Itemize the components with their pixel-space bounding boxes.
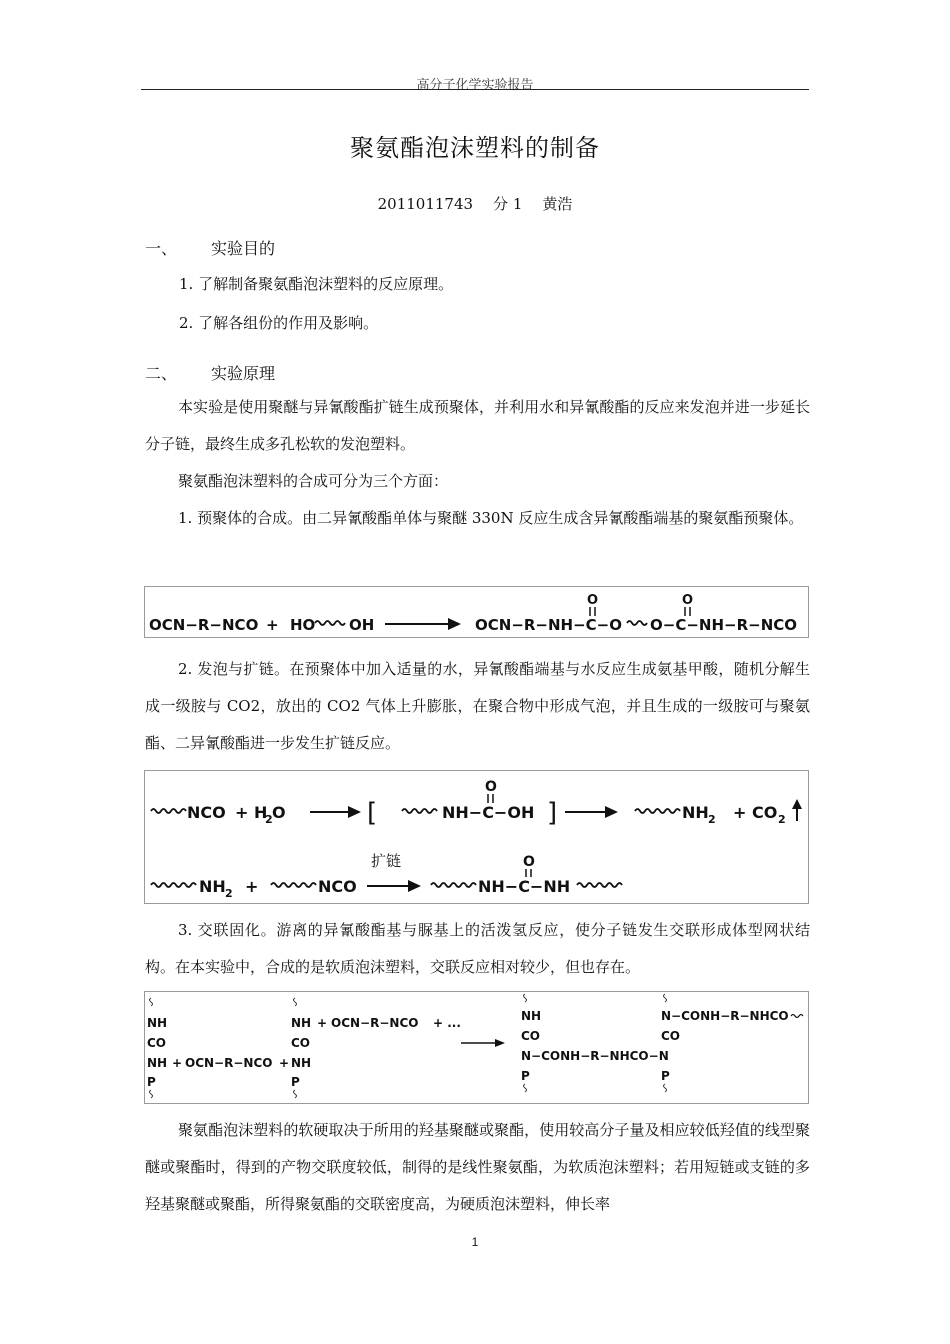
header-rule bbox=[141, 89, 809, 90]
polyol-left: HO bbox=[290, 616, 316, 634]
polymer-chain-wavy bbox=[402, 809, 437, 813]
polymer-chain-wavy bbox=[627, 621, 647, 625]
crosslinking-scheme-drawing bbox=[145, 992, 808, 1103]
amine-group: NH bbox=[682, 803, 709, 822]
nh-group: NH bbox=[291, 1056, 312, 1070]
student-id: 2011011743 bbox=[377, 195, 474, 213]
document-title: 聚氨酯泡沫塑料的制备 bbox=[350, 134, 600, 162]
chain-break bbox=[150, 1090, 153, 1098]
co-group: CO bbox=[661, 1029, 681, 1043]
principle-text-block-3 bbox=[145, 912, 810, 986]
amine-group: NH bbox=[199, 877, 226, 896]
plus-sign: + bbox=[266, 616, 279, 634]
plus-sign: + bbox=[279, 1056, 290, 1070]
arrow-head bbox=[495, 1039, 505, 1047]
prepolymer-right: O−C−NH−R−NCO bbox=[650, 616, 798, 634]
objective-item-1: 1. 了解制备聚氨酯泡沫塑料的反应原理。 bbox=[179, 275, 454, 293]
polymer-chain-wavy bbox=[635, 809, 680, 813]
subscript: 2 bbox=[778, 813, 786, 826]
isocyanate-group: NCO bbox=[318, 877, 357, 896]
p-group: P bbox=[291, 1075, 300, 1089]
subscript: 2 bbox=[708, 813, 716, 826]
section-heading-principle bbox=[145, 361, 275, 384]
arrow-head bbox=[792, 799, 802, 809]
diisocyanate: OCN−R−NCO bbox=[331, 1016, 419, 1030]
co-group: CO bbox=[291, 1036, 311, 1050]
prepolymer-scheme-drawing bbox=[145, 587, 808, 637]
carbonyl-oxygen: O bbox=[523, 854, 535, 870]
reaction-scheme-foaming bbox=[144, 770, 809, 904]
reaction-scheme-prepolymer bbox=[144, 586, 809, 638]
polymer-chain-wavy bbox=[431, 883, 476, 887]
crosslink-bridge: N−CONH−R−NHCO−N bbox=[521, 1049, 669, 1063]
paragraph: 1. 预聚体的合成。由二异氰酸酯单体与聚醚 330N 反应生成含异氰酸酯端基的聚氨酯预聚体。 bbox=[178, 509, 804, 527]
p-group: P bbox=[521, 1069, 530, 1083]
section-heading-objectives bbox=[145, 236, 275, 259]
water-plus: + H bbox=[235, 803, 268, 822]
polymer-chain-wavy bbox=[271, 883, 316, 887]
arrow-head bbox=[408, 880, 421, 892]
principle-text-block-4 bbox=[145, 1112, 810, 1223]
nh-group: NH bbox=[291, 1016, 312, 1030]
subscript: 2 bbox=[225, 887, 233, 900]
chain-break bbox=[664, 1084, 667, 1092]
polymer-chain-wavy bbox=[151, 809, 186, 813]
polymer-chain-wavy bbox=[577, 883, 622, 887]
class-label: 分 1 bbox=[493, 195, 523, 213]
chain-break bbox=[294, 998, 297, 1006]
p-group: P bbox=[661, 1069, 670, 1083]
section-title: 实验原理 bbox=[211, 364, 276, 383]
nh-group: NH bbox=[521, 1009, 542, 1023]
subscript: 2 bbox=[265, 813, 273, 826]
chain-break bbox=[524, 994, 527, 1002]
chain-break bbox=[150, 998, 153, 1006]
paragraph: 聚氨酯泡沫塑料的合成可分为三个方面： bbox=[178, 472, 449, 490]
foaming-scheme-drawing bbox=[145, 771, 808, 903]
polymer-chain-wavy bbox=[315, 621, 345, 625]
paragraph: 3. 交联固化。游离的异氰酸酯基与脲基上的活泼氢反应，使分子链发生交联形成体型网状结构。在本实验中，合成的是软质泡沫塑料，交联反应相对较少，但也存在。 bbox=[145, 921, 810, 976]
running-header: 高分子化学实验报告 bbox=[416, 78, 534, 93]
principle-text-block-2 bbox=[145, 651, 810, 762]
p-group: P bbox=[147, 1075, 156, 1089]
chain-break bbox=[294, 1090, 297, 1098]
diisocyanate: OCN−R−NCO bbox=[185, 1056, 273, 1070]
polyol-right: OH bbox=[349, 616, 375, 634]
carbonyl-oxygen: O bbox=[485, 779, 497, 795]
carbamic-acid: NH−C−OH bbox=[442, 803, 535, 822]
page-number: 1 bbox=[471, 1235, 479, 1249]
carbonyl-oxygen: O bbox=[682, 593, 694, 608]
left-bracket: [ bbox=[367, 798, 378, 828]
paragraph: 本实验是使用聚醚与异氰酸酯扩链生成预聚体，并利用水和异氰酸酯的反应来发泡并进一步延长分子链，最终生成多孔松软的发泡塑料。 bbox=[145, 398, 810, 453]
carbon-dioxide: + CO bbox=[733, 803, 778, 822]
objective-item-2: 2. 了解各组份的作用及影响。 bbox=[179, 314, 379, 332]
paragraph: 2. 发泡与扩链。在预聚体中加入适量的水，异氰酸酯端基与水反应生成氨基甲酸，随机分解生成一级胺与 CO2，放出的 CO2 气体上升膨胀，在聚合物中形成气泡，并且生成的一级胺可与聚氨酯、二异氰酸酯进一步发生扩链反应。 bbox=[145, 660, 810, 752]
nh-group: NH bbox=[147, 1016, 168, 1030]
water-oxygen: O bbox=[272, 803, 286, 822]
chain-extension-label: 扩链 bbox=[371, 852, 402, 870]
author-name: 黄浩 bbox=[542, 195, 573, 213]
chain-break bbox=[524, 1084, 527, 1092]
chain-break bbox=[664, 994, 667, 1002]
co-group: CO bbox=[147, 1036, 167, 1050]
prepolymer-left: OCN−R−NH−C−O bbox=[475, 616, 623, 634]
arrow-head bbox=[448, 618, 461, 630]
author-line bbox=[0, 193, 950, 214]
plus-more: + ... bbox=[433, 1016, 461, 1030]
section-number: 一、 bbox=[145, 239, 178, 258]
isocyanate-group: NCO bbox=[187, 803, 226, 822]
arrow-head bbox=[348, 806, 361, 818]
urea-linkage: NH−C−NH bbox=[478, 877, 571, 896]
right-bracket: ] bbox=[547, 798, 558, 828]
plus-sign: + bbox=[172, 1056, 183, 1070]
nh-group: NH bbox=[147, 1056, 168, 1070]
section-number: 二、 bbox=[145, 364, 178, 383]
paragraph: 聚氨酯泡沫塑料的软硬取决于所用的羟基聚醚或聚酯，使用较高分子量及相应较低羟值的线型聚醚或聚酯时，得到的产物交联度较低，制得的是线性聚氨酯，为软质泡沫塑料；若用短链或支链的多羟基聚醚或聚酯，所得聚氨酯的交联密度高，为硬质泡沫塑料，伸长率 bbox=[145, 1121, 810, 1213]
polymer-chain-wavy bbox=[791, 1015, 803, 1018]
polymer-chain-wavy bbox=[151, 883, 196, 887]
plus-sign: + bbox=[245, 877, 259, 896]
crosslink-top: N−CONH−R−NHCO bbox=[661, 1009, 789, 1023]
diisocyanate: OCN−R−NCO bbox=[149, 616, 259, 634]
section-title: 实验目的 bbox=[211, 239, 276, 258]
carbonyl-oxygen: O bbox=[587, 593, 599, 608]
principle-text-block-1 bbox=[145, 389, 810, 537]
arrow-head bbox=[605, 806, 618, 818]
co-group: CO bbox=[521, 1029, 541, 1043]
plus-sign: + bbox=[317, 1016, 328, 1030]
reaction-scheme-crosslinking bbox=[144, 991, 809, 1104]
